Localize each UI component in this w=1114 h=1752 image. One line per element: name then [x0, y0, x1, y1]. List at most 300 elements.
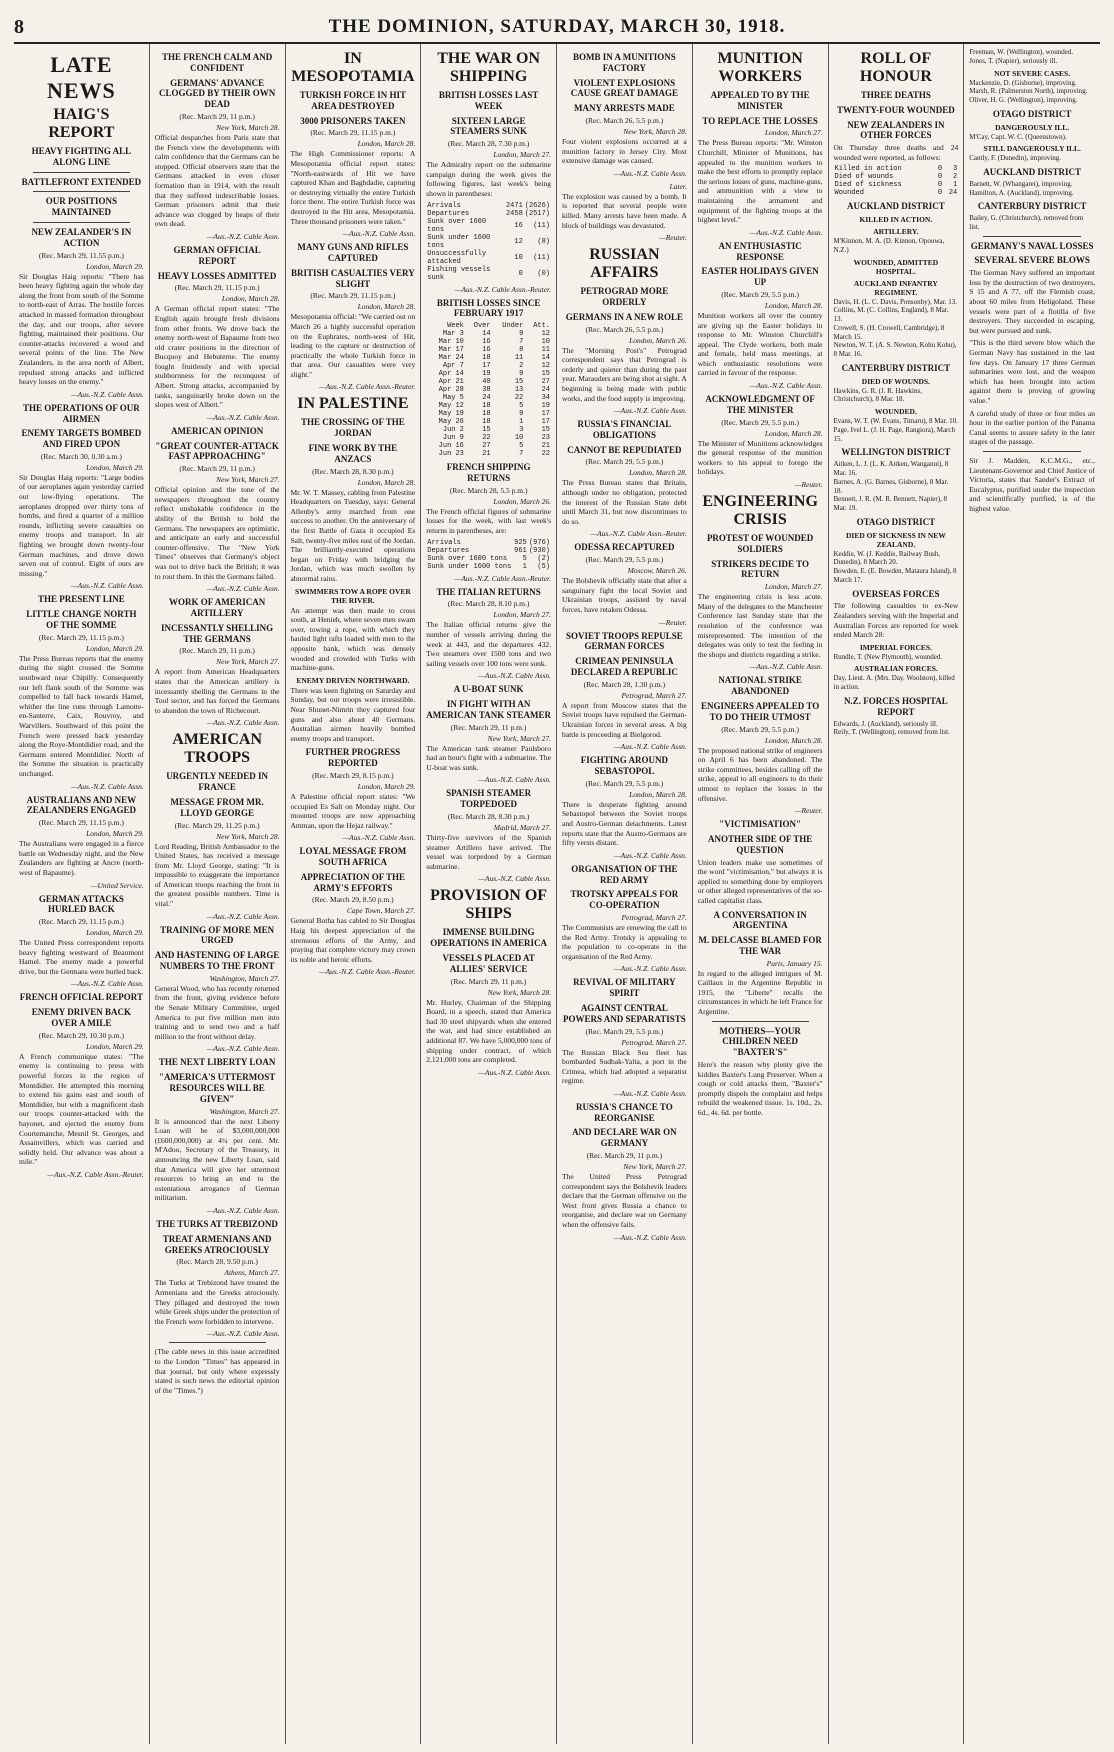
section-heading: MUNITION WORKERS: [717, 50, 803, 85]
divider: [33, 172, 130, 173]
headline: THE ITALIAN RETURNS: [436, 586, 541, 597]
headline: AMERICAN OPINION: [171, 425, 264, 436]
table-cell: 16: [482, 346, 491, 355]
table-cell: Jun 9: [442, 434, 464, 443]
table-cell: 18: [482, 418, 491, 427]
dateline: (Rec. March 29, 11.15 p.m.): [174, 283, 260, 293]
subhead: IMPERIAL FORCES.: [859, 642, 932, 652]
table-cell: Mar 17: [438, 346, 464, 355]
table-cell: 19: [482, 370, 491, 379]
source: —Aus.-N.Z. Cable Assn.: [206, 231, 280, 241]
table-row: [426, 370, 551, 378]
table-row: [426, 378, 551, 386]
row-previous: (2626): [524, 201, 550, 210]
dateline: (Rec. March 29, 11 p.m.): [179, 111, 255, 121]
list-item: Davis, H. (L. C. Davis, Ponsonby), Mar. 13.: [833, 297, 957, 306]
headline: "VICTIMISATION": [719, 819, 802, 830]
columns: [14, 44, 1100, 1744]
article-body: The French official figures of submarine losses for the week, with last week's returns in parentheses, are:: [426, 506, 551, 535]
table-cell: Apr 28: [438, 386, 464, 395]
source: —Aus.-N.Z. Cable Assn.-Reuter.: [47, 1169, 144, 1179]
dateline: (Rec. March 28, 1.30 p.m.): [583, 679, 666, 689]
article-body: A German official report states: "The English again brought fresh divisions from other fronts. We drove back the enemy north-west of Bapaume from two old crater positions in the direction of Bucquoy and Hebuterne. The enemy fought fruitlessly and with special stubbornness for the reconquest of Albert. Strong attacks, accompanied by tanks, sanguinarily broke down on the slopes west of Albert.": [154, 304, 280, 410]
placeline: London, March 28.: [357, 477, 416, 487]
subheadline: 3000 PRISONERS TAKEN: [300, 115, 406, 126]
row-previous: (0): [537, 269, 550, 278]
subheadline: INCESSANTLY SHELLING THE GERMANS: [161, 622, 274, 644]
placeline: Paris, January 15.: [766, 958, 823, 968]
table-row: [426, 539, 551, 547]
list-item: Bennett, J. R. (M. R. Bennett, Napier), 8 Mar. 19.: [833, 495, 948, 513]
table-row: [834, 189, 959, 197]
placeline: London, March 29.: [86, 1041, 144, 1051]
headline: THE PRESENT LINE: [37, 594, 125, 605]
list-item: Evans, W. T. (W. Evans, Timaru), 8 Mar. 10.: [833, 417, 958, 426]
article-body: Sir Douglas Haig reports: "Large bodies of our aeroplanes again yesterday carried out low-flying operations. The aeroplanes dropped over thirty tons of bombs, and fired a quarter of a million rounds, inflicting severe casualties on enemy troops and transport. In air fighting we brought down twenty-four German machines, and drove down seven out of control. Eight of ours are missing.": [19, 472, 144, 578]
article-body: A report from Moscow states that the Soviet troops have repulsed the German-Ukrainian forces in several areas. A big battle is proceeding at Bielgorod.: [562, 700, 687, 739]
placeline: New York, March 28.: [623, 126, 687, 136]
list-item: Crowell, S. (H. Crowell, Cambridge), 8 March 15.: [833, 323, 945, 341]
source: —Aus.-N.Z. Cable Assn.: [749, 227, 823, 237]
source: —Aus.-N.Z. Cable Assn.-Reuter.: [318, 967, 416, 977]
row-value: 5: [522, 554, 527, 563]
article-body: The Italian official returns give the number of vessels arriving during the week at 443, and the departures 432. Two steamers over 1500 tons and two sailing vessels over 100 tons were sunk.: [426, 620, 551, 668]
article-body: Union leaders make use sometimes of the word "victimisation," but always it is applied to something done by employers or other alleged representatives of the so-called capitalist class.: [697, 857, 823, 905]
placeline: Later.: [669, 181, 687, 191]
dateline: (Rec. March 29, 11 p.m.): [450, 976, 527, 986]
article-body: There was keen fighting on Saturday and Sunday, but our troops were irresistible. Near Shunet-Nimrin they captured four guns and also about 40 Germans. Australian airmen heavily bombed enemy troops and transport.: [290, 685, 416, 743]
placeline: Petrograd, March 27.: [621, 912, 687, 922]
placeline: London, March 28.: [357, 139, 416, 149]
subheadline: URGENTLY NEEDED IN FRANCE: [166, 771, 269, 793]
row-label: Sunk over 1600 tons: [427, 217, 487, 234]
subheadline: AND DECLARE WAR ON GERMANY: [572, 1127, 677, 1149]
list-item: Cantly, F. (Dunedin), improving.: [969, 154, 1061, 163]
subheadline: ENEMY TARGETS BOMBED AND FIRED UPON: [21, 428, 142, 450]
subhead: DIED OF WOUNDS.: [861, 376, 930, 386]
table-cell: 9: [519, 330, 524, 339]
shipping-table: [426, 202, 551, 282]
subhead: NOT SEVERE CASES.: [994, 68, 1071, 78]
article-body: Mr. W. T. Massey, cabling from Palestine Headquarters on Tuesday, says: General Allenby's army marched from one success to another. On the anniversary of the first Battle of Gaza it occupied Es Salt, twenty-five miles east of the Jordan. The brilliantly-executed operations began on Friday with bridging the Jordan, which was much swollen by abnormal rains.: [290, 487, 416, 584]
table-cell: 8: [519, 346, 524, 355]
row-previous: (930): [528, 546, 550, 555]
headline: GERMAN ATTACKS HURLED BACK: [38, 893, 124, 915]
table-row: [426, 266, 551, 282]
table-cell: 24: [482, 394, 491, 403]
headline: GERMANY'S NAVAL LOSSES: [970, 240, 1094, 251]
table-row: [426, 338, 551, 346]
subheadline: VIOLENT EXPLOSIONS CAUSE GREAT DAMAGE: [570, 77, 678, 99]
table-cell: 22: [514, 394, 524, 403]
table-row: [426, 234, 551, 250]
masthead: [14, 12, 1100, 44]
placeline: Athens, March 27.: [224, 1268, 280, 1278]
subheadline: TREAT ARMENIANS AND GREEKS ATROCIOUSLY: [162, 1233, 272, 1255]
placeline: London, March 29.: [86, 261, 144, 271]
article-body: An attempt was then made to cross south, at Henieh, where seven men swam over, towing a rope, with which they hauled light rafts loaded with men to the opposite bank, which was densely wooded and crowded with Turks with machine-guns.: [290, 605, 416, 673]
list-item: Marsh, R. (Palmerston North), improving.: [969, 87, 1088, 96]
row-value: 0: [937, 165, 943, 174]
subheadline: HEAVY LOSSES ADMITTED: [157, 270, 277, 281]
column-header: Under: [502, 322, 524, 331]
table-cell: 21: [541, 442, 550, 451]
source: —Aus.-N.Z. Cable Assn.: [613, 850, 687, 860]
section-heading: ROLL OF HONOUR: [859, 50, 932, 85]
headline: ODESSA RECAPTURED: [574, 542, 675, 553]
article-body: In regard to the alleged intrigues of M. Caillaux in the Argentine Republic in 1915, the "Liberte" recalls the circumstances in which he left France for Argentine.: [697, 968, 823, 1017]
subhead: AUCKLAND INFANTRY REGIMENT.: [853, 278, 938, 297]
subheadline: "GREAT COUNTER-ATTACK FAST APPROACHING": [155, 440, 279, 462]
table-row: [426, 426, 551, 434]
row-label: Died of sickness: [834, 181, 902, 190]
subheadline: APPEALED TO BY THE MINISTER: [710, 90, 810, 111]
placeline: New York, March 27.: [216, 657, 280, 667]
headline: HEAVY FIGHTING ALL ALONG LINE: [31, 146, 132, 167]
table-cell: 15: [541, 426, 550, 435]
article-body: Munition workers all over the country are giving up the Easter holidays in response to Mr. Winston Churchill's appeal. The Clyde workers, both male and female, held mass meetings, at which enthusiastic resolutions were carried in favour of the response.: [697, 310, 823, 378]
row-value: 16: [514, 221, 523, 230]
table-cell: May 5: [442, 394, 464, 403]
table-cell: 18: [482, 410, 491, 419]
section-heading: PROVISION OF SHIPS: [430, 887, 548, 923]
placeline: New York, March 28.: [216, 831, 280, 841]
headline: MANY GUNS AND RIFLES CAPTURED: [297, 242, 409, 263]
headline: BRITISH LOSSES SINCE FEBRUARY 1917: [436, 297, 541, 319]
subheadline: MANY ARRESTS MADE: [574, 103, 675, 114]
row-previous: (2): [537, 554, 550, 563]
article-body: A careful study of three or four miles an hour in the earlier portion of the Panama Canal seems to assure safety in the later stages of the passage.: [969, 408, 1095, 447]
placeline: Petrograd, March 27.: [621, 690, 687, 700]
headline: THE FRENCH CALM AND CONFIDENT: [161, 52, 273, 73]
placeline: New York, March 28.: [487, 987, 551, 997]
subheadline: IN FIGHT WITH AN AMERICAN TANK STEAMER: [426, 699, 551, 720]
table-row: [426, 362, 551, 370]
article-body: The United Press correspondent reports heavy fighting westward of Beaumont Hamel. The enemy made a powerful drive, but the Germans were hurled back.: [19, 938, 144, 976]
subheadline: GERMANS IN A NEW ROLE: [565, 311, 684, 322]
subheadline: MESSAGE FROM MR. LLOYD GEORGE: [170, 796, 264, 818]
table-row: [426, 250, 551, 266]
dateline: (Rec. March 29, 11.55 p.m.): [38, 250, 124, 260]
source: —Aus.-N.Z. Cable Assn.: [206, 1205, 280, 1215]
article-body: The High Commissioner reports: A Mesopotamia official report states: "North-eastwards of Hit we have captured Khan and Baghdadie, capturing or destroying virtually the entire Turkish force there. The entire Turkish force was destroyed in the Hit area, Mesopotamia. Three thousand prisoners were taken.": [290, 149, 416, 226]
table-cell: 19: [541, 402, 550, 411]
subhead: ARTILLERY.: [873, 227, 919, 237]
table-cell: 10: [541, 338, 550, 347]
divider: [33, 222, 130, 223]
article-body: The following casualties to ex-New Zealanders serving with the Imperial and Australian Forces are reported for week ended March 28:: [833, 601, 959, 640]
row-label: Wounded: [834, 189, 864, 198]
article-body: A Palestine official report states: "We occupied Es Salt on Monday night. Our mounted troops are now approaching Amman, upon the Hejaz railway.": [290, 791, 416, 830]
row-previous: (2517): [524, 209, 550, 218]
source: —Aus.-N.Z. Cable Assn.: [206, 1044, 280, 1054]
table-row: [426, 418, 551, 426]
list-item: Bailey, G. (Christchurch), removed from list.: [969, 214, 1084, 231]
article-body: It is announced that the next Liberty Loan will be of $3,000,000,000 (£600,000,000) at 4¼ per cent. Mr. M'Adoo, Secretary of the Treasury, in announcing the new Liberty Loan, said that America will give her uttermost resources to bring an end to the ostentatious arrogance of German militarism.: [154, 1116, 280, 1203]
subheadline: THE CROSSING OF THE JORDAN: [300, 417, 405, 439]
dateline: (Rec. March 29, 8.50 p.m.): [312, 895, 394, 905]
weekly-losses-table: [426, 322, 551, 458]
dateline: (Rec. March 29, 11.15 p.m.): [310, 291, 396, 301]
column-4: [421, 44, 557, 1744]
dateline: (Rec. March 28, 7.30 p.m.): [447, 139, 530, 149]
section-heading: IN PALESTINE: [297, 395, 409, 413]
table-row: [426, 563, 551, 571]
article-body: The American tank steamer Paulsboro had an hour's fight with a submarine. The U-boat was sunk.: [426, 743, 551, 772]
dateline: (Rec. March 29, 5.5 p.m.): [721, 289, 799, 299]
column-header: Att.: [533, 322, 550, 331]
source: —Aus.-N.Z. Cable Assn.: [478, 671, 551, 681]
subheadline: TO REPLACE THE LOSSES: [702, 115, 818, 126]
table-row: [426, 442, 551, 450]
row-label: Died of wounds: [834, 173, 894, 182]
source: —Aus.-N.Z. Cable Assn.: [613, 1088, 687, 1098]
subheadline: NEW ZEALANDERS IN OTHER FORCES: [847, 119, 945, 141]
row-label: Sunk over 1600 tons: [427, 554, 508, 563]
list-item: Day, Lieut. A. (Mrs. Day, Woolston), killed in action.: [833, 674, 955, 692]
article-body: Official despatches from Paris state that the French view the developments with calm confidence that the Germans can be stopped. Official observers state that the Germans attacked in even closer formation than in 1914, with the result that they suffered indescribable losses. German prisoners admit that their advance was clogged by heaps of their own dead.: [154, 132, 280, 229]
placeline: Cape Town, March 27.: [346, 906, 416, 916]
headline: NATIONAL STRIKE ABANDONED: [718, 675, 802, 697]
subhead: WOUNDED.: [874, 407, 917, 417]
dateline: (Rec. March 29, 11.15 p.m.): [310, 128, 396, 138]
headline: FRENCH SHIPPING RETURNS: [446, 462, 531, 483]
district-heading: OVERSEAS FORCES: [852, 588, 940, 599]
dateline: (Rec. March 28, 8.10 p.m.): [447, 599, 530, 609]
list-item: M'Cay, Capt. W. C. (Queenstown).: [969, 132, 1067, 141]
row-value: 1: [522, 562, 527, 571]
table-row: [426, 402, 551, 410]
headline: RUSSIA'S CHANCE TO REORGANISE: [576, 1101, 673, 1123]
dateline: (Rec. March 26, 5.5 p.m.): [585, 324, 664, 334]
table-cell: 27: [482, 442, 491, 451]
headline: RUSSIA'S FINANCIAL OBLIGATIONS: [577, 419, 672, 440]
headline: THE NEXT LIBERTY LOAN: [158, 1057, 276, 1068]
table-cell: Jun 16: [438, 442, 464, 451]
subheadline: CANNOT BE REPUDIATED: [567, 444, 682, 455]
dateline: (Rec. March 29, 5.5 p.m.): [721, 417, 799, 427]
district-heading: WELLINGTON DISTRICT: [841, 447, 951, 458]
column-5: [557, 44, 693, 1744]
newspaper-title: THE DOMINION, SATURDAY, MARCH 30, 1918.: [328, 16, 786, 37]
column-3: [286, 44, 422, 1744]
article-body: Four violent explosions occurred at a munition factory in Jersey City. Most extensive damage was caused.: [562, 136, 687, 166]
placeline: Moscow, March 26.: [627, 566, 687, 576]
row-previous: (5): [537, 562, 550, 571]
headline: BOMB IN A MUNITIONS FACTORY: [572, 52, 676, 73]
table-cell: 9: [519, 370, 524, 379]
placeline: Washington, March 27.: [209, 973, 280, 983]
table-cell: 15: [514, 378, 524, 387]
district-heading: OTAGO DISTRICT: [856, 516, 936, 527]
subheadline: APPRECIATION OF THE ARMY'S EFFORTS: [300, 871, 406, 893]
article-body: The German Navy suffered an important loss by the destruction of two destroyers, S 15 and A 77, off the Flemish coast, about 60 miles from Heligoland. These vessels were part of a flotilla of five destroyers. They succeeded in escaping, but were pursued and sunk.: [969, 268, 1095, 335]
table-row: [426, 346, 551, 354]
placeline: London, March 28.: [629, 789, 687, 799]
row-value: 0: [937, 181, 943, 190]
table-cell: 40: [482, 378, 491, 387]
district-heading: AUCKLAND DISTRICT: [983, 167, 1081, 178]
article-body: The Russian Black Sea fleet has bombarded Sudbak-Yalta, a port in the Crimea, which had adopted a separatist regime.: [562, 1047, 687, 1086]
dateline: (Rec. March 29, 11 p.m.): [450, 722, 527, 732]
row-value: 10: [514, 253, 523, 262]
list-item: Reily, T. (Wellington), removed from list.: [833, 728, 950, 737]
dateline: (Rec. March 28, 5.5 p.m.): [449, 485, 528, 495]
row-previous: 1: [953, 181, 958, 190]
source: —Aus.-N.Z. Cable Assn.: [613, 406, 687, 416]
table-cell: Mar 3: [442, 330, 464, 339]
source: —Aus.-N.Z. Cable Assn.: [206, 584, 280, 594]
subheadline: SIXTEEN LARGE STEAMERS SUNK: [450, 115, 528, 137]
list-item: Oliver, H. G. (Wellington), improving.: [969, 96, 1078, 104]
subheadline: ANOTHER SIDE OF THE QUESTION: [707, 833, 813, 855]
table-row: [426, 450, 551, 458]
dateline: (Rec. March 29, 8.15 p.m.): [312, 770, 394, 780]
table-row: [834, 165, 959, 173]
source: —Reuter.: [659, 617, 687, 627]
list-item: Keddie, W. (J. Keddie, Railway Bush, Dunedin), 8 March 20.: [833, 549, 941, 567]
row-label: Sunk under 1600 tons: [427, 233, 491, 250]
list-item: Edwards, J. (Auckland), seriously ill.: [833, 719, 938, 728]
source: —Aus.-N.Z. Cable Assn.: [206, 412, 280, 422]
subheadline: THREE DEATHS: [860, 90, 931, 100]
table-cell: Apr 21: [438, 378, 464, 387]
placeline: Madrid, March 27.: [493, 823, 551, 833]
headline: NEW ZEALANDER'S IN ACTION: [31, 226, 132, 248]
placeline: Petrograd, March 27.: [621, 1037, 687, 1047]
list-item: Bowden, E. (E. Bowden, Mataura Island), 8 March 17.: [833, 567, 957, 584]
section-heading: RUSSIAN AFFAIRS: [589, 246, 660, 282]
subheadline: LITTLE CHANGE NORTH OF THE SOMME: [26, 609, 137, 631]
article-body: The Bolshevik officially state that after a sanguinary fight the local Soviet and Ukrainian troops, assisted by naval forces, have retaken Odessa.: [562, 576, 687, 615]
placeline: London, March 28.: [764, 428, 823, 438]
headline: SOVIET TROOPS REPULSE GERMAN FORCES: [566, 630, 683, 652]
headline: BATTLEFRONT EXTENDED: [21, 176, 142, 187]
dateline: (Rec. March 29, 11 p.m.): [179, 646, 255, 656]
page-number: 8: [14, 15, 24, 38]
subhead: STILL DANGEROUSLY ILL.: [983, 144, 1081, 154]
dateline: (Rec. March 29, 11 p.m.): [586, 1151, 663, 1161]
district-heading: OTAGO DISTRICT: [992, 108, 1072, 119]
placeline: New York, March 28.: [216, 122, 280, 132]
table-cell: 12: [541, 362, 550, 371]
row-previous: 3: [953, 165, 958, 174]
subheadline: ENEMY DRIVEN BACK OVER A MILE: [31, 1007, 131, 1029]
list-item: M'Kinnon, M. A. (D. Kinnon, Opouwa, N.Z.): [833, 237, 945, 254]
table-cell: 22: [541, 450, 550, 459]
dateline: (Rec. March 29, 11.25 p.m.): [174, 820, 260, 830]
column-header: Over: [473, 322, 491, 331]
district-heading: N.Z. FORCES HOSPITAL REPORT: [843, 695, 948, 717]
district-heading: CANTERBURY DISTRICT: [841, 362, 951, 373]
table-row: [426, 547, 551, 555]
table-cell: 7: [519, 450, 524, 459]
subhead: WOUNDED, ADMITTED HOSPITAL.: [853, 257, 939, 276]
dateline: (Rec. March 29, 5.5 p.m.): [585, 1026, 664, 1036]
dateline: (Rec. March 29, 11.15 p.m.): [38, 917, 124, 927]
dateline: (Rec. March 29, 11.15 p.m.): [38, 632, 124, 642]
row-previous: (8): [537, 237, 550, 246]
headline: A CONVERSATION IN ARGENTINA: [713, 909, 807, 931]
subheadline: STRIKERS DECIDE TO RETURN: [711, 558, 809, 580]
row-previous: 24: [948, 189, 958, 198]
article-body: General Botha has cabled to Sir Douglas Haig his deepest appreciation of the strenuous efforts of the Army, and praying that complete victory may crown its noble and heroic efforts.: [290, 916, 416, 964]
table-cell: 5: [519, 442, 524, 451]
subheadline: BRITISH LOSSES LAST WEEK: [438, 90, 539, 111]
subhead: AUSTRALIAN FORCES.: [853, 664, 938, 674]
placeline: London, March 29.: [86, 928, 144, 938]
placeline: London, March 26.: [629, 335, 687, 345]
table-cell: 3: [519, 426, 524, 435]
article-body: The United Press Petrograd correspondent says the Bolshevik leaders declare that the German offensive on the West front gives Russia a chance to reorganise, and declare war on Germany when the offensive fails.: [562, 1172, 687, 1230]
headline: WORK OF AMERICAN ARTILLERY: [169, 597, 266, 618]
source: —Aus.-N.Z. Cable Assn.: [206, 911, 280, 921]
placeline: London, March 27.: [764, 128, 823, 138]
editorial-note: (The cable news in this issue accredited to the London "Times" has appeared in that journal, but only where expressly stated is such news the editorial opinion of the "Times."): [154, 1347, 280, 1395]
article-body: The Press Bureau reports: "Mr. Winston Churchill, Minister of Munitions, has appealed to the munition workers to make the best efforts to promptly replace the serious losses of guns, machine-guns, and ammunition with a view to maintaining the armament and equipment of the fighting troops at the highest level.": [697, 138, 823, 225]
headline: ACKNOWLEDGMENT OF THE MINISTER: [705, 394, 815, 415]
placeline: London, March 27.: [493, 150, 551, 160]
list-item: Mackenzie, D. (Gisborne), improving.: [969, 78, 1077, 87]
source: —Aus.-N.Z. Cable Assn.: [206, 1329, 280, 1339]
article-body: The "Morning Post's" Petrograd correspondent says that Petrograd is orderly and quieter than during the past year. Marauders are being shot at sight. A beginning is being made with public works, and the food supply is improving.: [562, 345, 687, 403]
table-row: [426, 434, 551, 442]
row-label: Arrivals: [427, 201, 461, 210]
source: —Aus.-N.Z. Cable Assn.: [478, 775, 551, 785]
table-cell: 9: [519, 410, 524, 419]
column-header: Week: [447, 322, 464, 331]
dateline: (Rec. March 29, 5.5 p.m.): [585, 457, 664, 467]
placeline: London, March 27.: [493, 610, 551, 620]
table-row: [426, 210, 551, 218]
placeline: London, March 28.: [764, 300, 823, 310]
row-value: 0: [518, 269, 523, 278]
table-cell: Mar 10: [438, 338, 464, 347]
row-previous: (11): [533, 253, 550, 262]
district-heading: AUCKLAND DISTRICT: [846, 201, 945, 212]
article-body: Official opinion and the tone of the newspapers throughout the country reflect unshakable confidence in the ability of the British to hold the Germans. The newspapers are optimistic, and anticipate an early and successful counter-offensive. The "New York Times" observes that Germany's object was not to drive back the British; it was to rout them. In this the Germans failed.: [154, 485, 280, 581]
row-value: 961: [514, 546, 527, 555]
dateline: (Rec. March 29, 10.30 p.m.): [38, 1030, 124, 1040]
table-cell: 21: [482, 450, 491, 459]
source: —Aus.-N.Z. Cable Assn.: [342, 833, 416, 843]
table-row: [426, 330, 551, 338]
placeline: London, March 28.: [357, 302, 416, 312]
source: —Aus.-N.Z. Cable Assn.: [70, 389, 144, 399]
divider: [33, 191, 130, 192]
headline: SPANISH STEAMER TORPEDOED: [446, 788, 532, 810]
dateline: (Rec. March 29, 11.15 p.m.): [38, 818, 124, 828]
subheadline: IMMENSE BUILDING OPERATIONS IN AMERICA: [430, 927, 548, 949]
table-row: [426, 386, 551, 394]
section-heading: AMERICAN TROOPS: [172, 731, 263, 767]
headline: FURTHER PROGRESS REPORTED: [305, 747, 401, 769]
row-label: Unsuccessfully attacked: [427, 249, 487, 266]
table-cell: 23: [541, 434, 550, 443]
source: —Aus.-N.Z. Cable Assn.: [478, 874, 551, 884]
source: —Reuter.: [659, 233, 687, 243]
article-body: General Wood, who has recently returned from the front, giving evidence before the Senate Military Committee, urged America to put five million men into training and to send two and a half million to the front without delay.: [154, 983, 280, 1041]
table-row: [426, 218, 551, 234]
table-cell: 14: [482, 330, 491, 339]
table-cell: 7: [519, 338, 524, 347]
subheadline: M. DELCASSE BLAMED FOR THE WAR: [698, 935, 822, 956]
list-item: Rundle, T. (New Plymouth), wounded.: [833, 652, 943, 661]
dateline: (Rec. March 26, 5.5 p.m.): [585, 115, 664, 125]
article-body: The Turks at Trebizond have treated the Armenians and the Greeks atrociously. They pillaged and destroyed the town while Greek ships under the protection of the French were forbidden to intervene.: [154, 1278, 280, 1326]
subheadline: FINE WORK BY THE ANZACS: [308, 443, 398, 464]
divider: [712, 1021, 809, 1022]
